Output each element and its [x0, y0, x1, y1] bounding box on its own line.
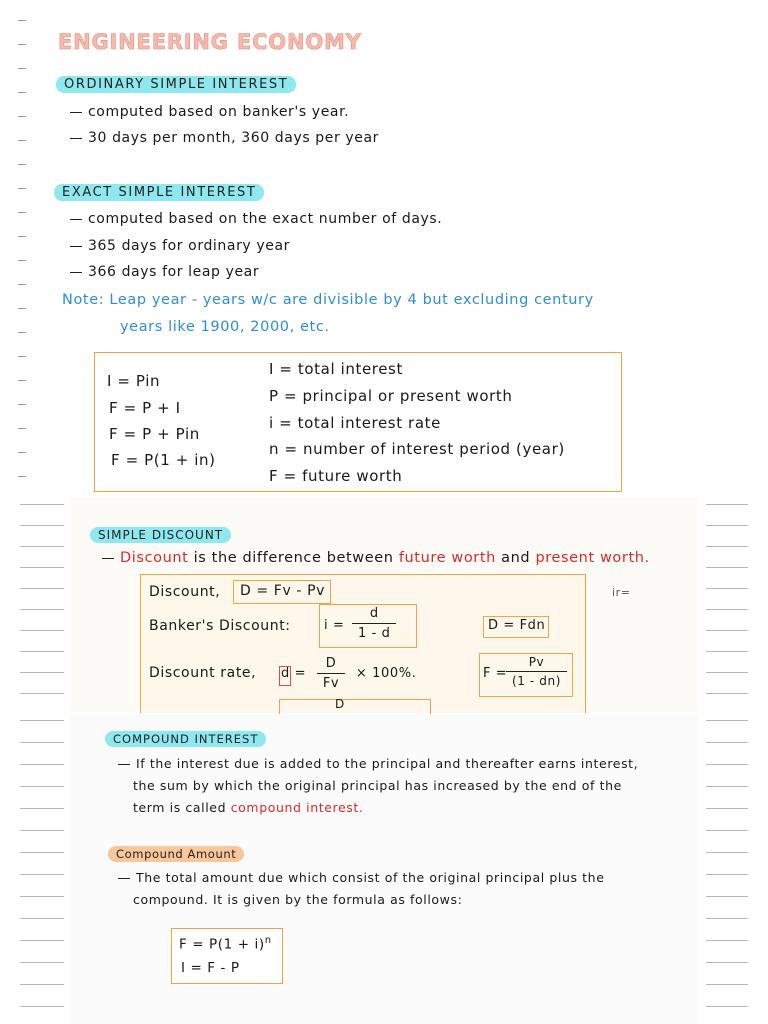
bankers-lhs: i =	[324, 618, 345, 633]
note-line: years like 1900, 2000, etc.	[120, 319, 330, 335]
discount-formula-frame	[233, 580, 331, 604]
bankers-formula-frame	[319, 604, 417, 648]
future-worth-lhs: F =	[483, 666, 508, 681]
page-title: ENGINEERING ECONOMY	[58, 30, 362, 54]
section-heading-compound-interest: COMPOUND INTEREST	[105, 731, 266, 747]
future-worth-fraction: $\frac{Pv}{(1 - dn)}$	[506, 655, 567, 688]
bullet-item: 30 days per month, 360 days per year	[70, 130, 379, 146]
compound-amount-text: compound. It is given by the formula as follows:	[133, 892, 463, 907]
bullet-item: computed based on the exact number of days.	[70, 211, 442, 227]
formula: I = Pin	[107, 372, 161, 390]
bullet-item: 366 days for leap year	[70, 264, 259, 280]
bullet-item: computed based on banker's year.	[70, 104, 349, 120]
bankers-discount-label: Banker's Discount:	[149, 618, 291, 634]
definition: I = total interest	[269, 360, 403, 378]
compound-interest-text: term is called compound interest.	[133, 800, 364, 815]
bullet-item: 365 days for ordinary year	[70, 238, 290, 254]
section-heading-compound-amount: Compound Amount	[108, 846, 244, 862]
discount-label: Discount,	[149, 584, 221, 600]
note-line: Note: Leap year - years w/c are divisible by 4 but excluding century	[62, 292, 594, 308]
discount-definition: Discount is the difference between future worth and present worth.	[102, 550, 650, 566]
future-worth-formula-frame	[479, 653, 573, 697]
section-heading-exact-simple-interest: EXACT SIMPLE INTEREST	[54, 184, 264, 201]
discount-formula: D = Fv - Pv	[240, 583, 326, 599]
interest-formula: I = F - P	[181, 960, 240, 976]
d-fdn-formula: D = Fdn	[488, 618, 546, 633]
section-heading-ordinary-simple-interest: ORDINARY SIMPLE INTEREST	[56, 76, 296, 93]
compound-interest-text: the sum by which the original principal has increased by the end of the	[133, 778, 622, 793]
compound-interest-text: If the interest due is added to the principal and thereafter earns interest,	[118, 756, 638, 771]
side-note: ir=	[612, 586, 631, 599]
definition: P = principal or present worth	[269, 387, 513, 405]
formula-box	[94, 352, 622, 492]
discount-formula-box	[140, 574, 586, 713]
partial-formula-frame	[279, 699, 431, 714]
definition: F = future worth	[269, 467, 403, 485]
discount-rate-formula: d = $\frac{D}{Fv}$ × 100%.	[281, 656, 417, 691]
bankers-fraction: $\frac{d}{1 - d}$	[352, 606, 396, 641]
d-fdn-frame	[483, 616, 549, 638]
compound-amount-text: The total amount due which consist of the original principal plus the	[118, 870, 605, 885]
formula: F = P(1 + in)	[111, 451, 216, 469]
definition: n = number of interest period (year)	[269, 440, 565, 458]
definition: i = total interest rate	[269, 414, 441, 432]
compound-formula-box	[171, 928, 283, 984]
discount-rate-label: Discount rate,	[149, 665, 257, 681]
formula: F = P + I	[109, 399, 181, 417]
partial-numerator: D	[335, 697, 345, 711]
formula: F = P + Pin	[109, 425, 200, 443]
compound-formula: $F = P(1 + i)^n$	[179, 935, 272, 953]
section-heading-simple-discount: SIMPLE DISCOUNT	[90, 527, 231, 543]
